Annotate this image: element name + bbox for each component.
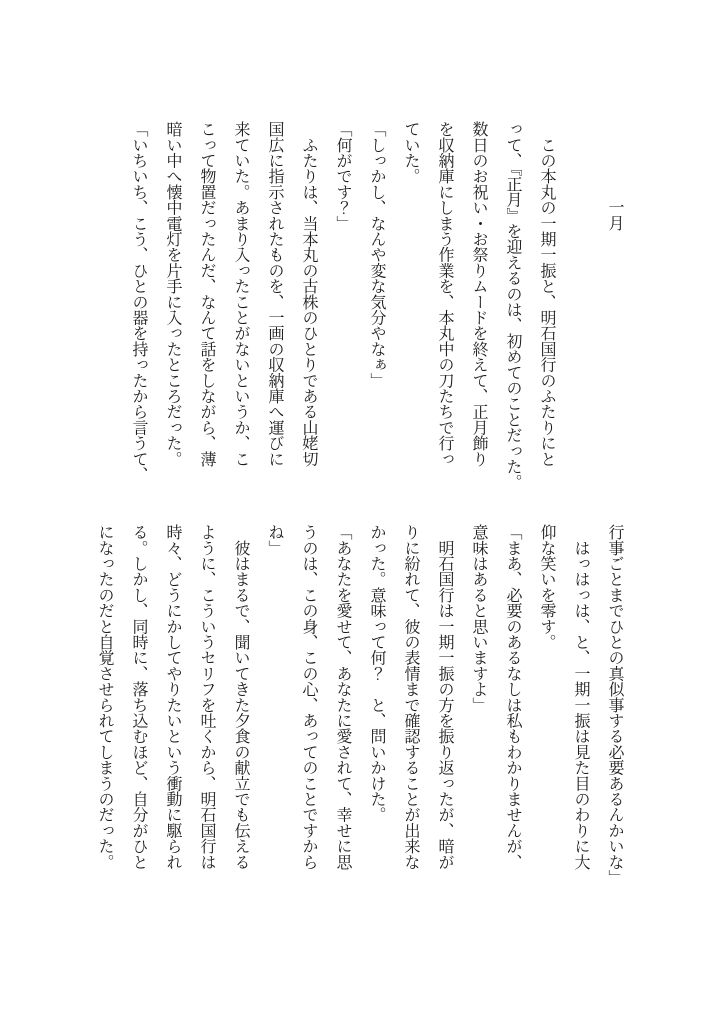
text-line: 時々、どうにかしてやりたいという衝動に駆られ [164, 524, 181, 870]
text-line: る。しかし、同時に、落ち込むほど、自分がひと [130, 524, 147, 870]
text-line: 「いちいち、こう、ひとの器を持ったから言うて、 [130, 121, 147, 483]
text-line [563, 121, 597, 507]
text-line: はっはっは、と、一期一振は見た目のわりに大 [572, 524, 589, 870]
text-line: って、『正月』を迎えるのは、初めてのことだった。 [504, 121, 521, 490]
text-line: かった。意味って何？ と、問いかけた。 [368, 524, 385, 823]
text-line: 「しっかし、なんや変な気分やなぁ」 [368, 121, 385, 388]
text-line: 仰な笑いを零す。 [538, 524, 555, 650]
text-line: になったのだと自覚させられてしまうのだった。 [96, 524, 113, 870]
text-line: こって物置だったんだ、なんて話をしながら、薄 [198, 121, 215, 467]
text-line: 明石国行は一期一振の方を振り返ったが、暗が [436, 524, 453, 870]
text-line: 行事ごとまでひとの真似事する必要あるんかいな」 [606, 524, 623, 886]
text-line: 彼はまるで、聞いてきた夕食の献立でも伝える [232, 524, 249, 870]
text-line: ように、こういうセリフを吐くから、明石国行は [198, 524, 215, 870]
text-line: 意味はあると思いますよ」 [470, 524, 487, 713]
text-line: りに紛れて、彼の表情まで確認することが出来な [402, 524, 419, 870]
text-line: 「まあ、必要のあるなしは私もわかりませんが、 [504, 524, 521, 870]
text-line: うのは、この身、この心、あってのことですから [300, 524, 317, 870]
upper-lines [121, 121, 597, 507]
text-line: ていた。 [402, 121, 419, 184]
text-block-lower [87, 524, 631, 910]
text-line: を収納庫にしまう作業を、本丸中の刀たちで行っ [436, 121, 453, 467]
text-block-upper [121, 121, 631, 507]
text-line: ね」 [266, 524, 283, 556]
text-line: 「あなたを愛せて、あなたに愛されて、幸せに思 [334, 524, 351, 870]
lower-lines [87, 524, 631, 910]
text-line: ふたりは、当本丸の古株のひとりである山姥切 [300, 121, 317, 467]
text-line: この本丸の一期一振と、明石国行のふたりにと [538, 121, 555, 467]
section-heading: 一月 [606, 199, 623, 231]
text-line: 来ていた。あまり入ったことがないというか、こ [232, 121, 249, 467]
text-line: 「何がです？」 [334, 121, 351, 231]
text-line: 数日のお祝い・お祭りムードを終えて、正月飾り [470, 121, 487, 467]
text-line: 暗い中へ懐中電灯を片手に入ったところだった。 [164, 121, 181, 467]
text-line: 国広に指示されたものを、一画の収納庫へ運びに [266, 121, 283, 467]
